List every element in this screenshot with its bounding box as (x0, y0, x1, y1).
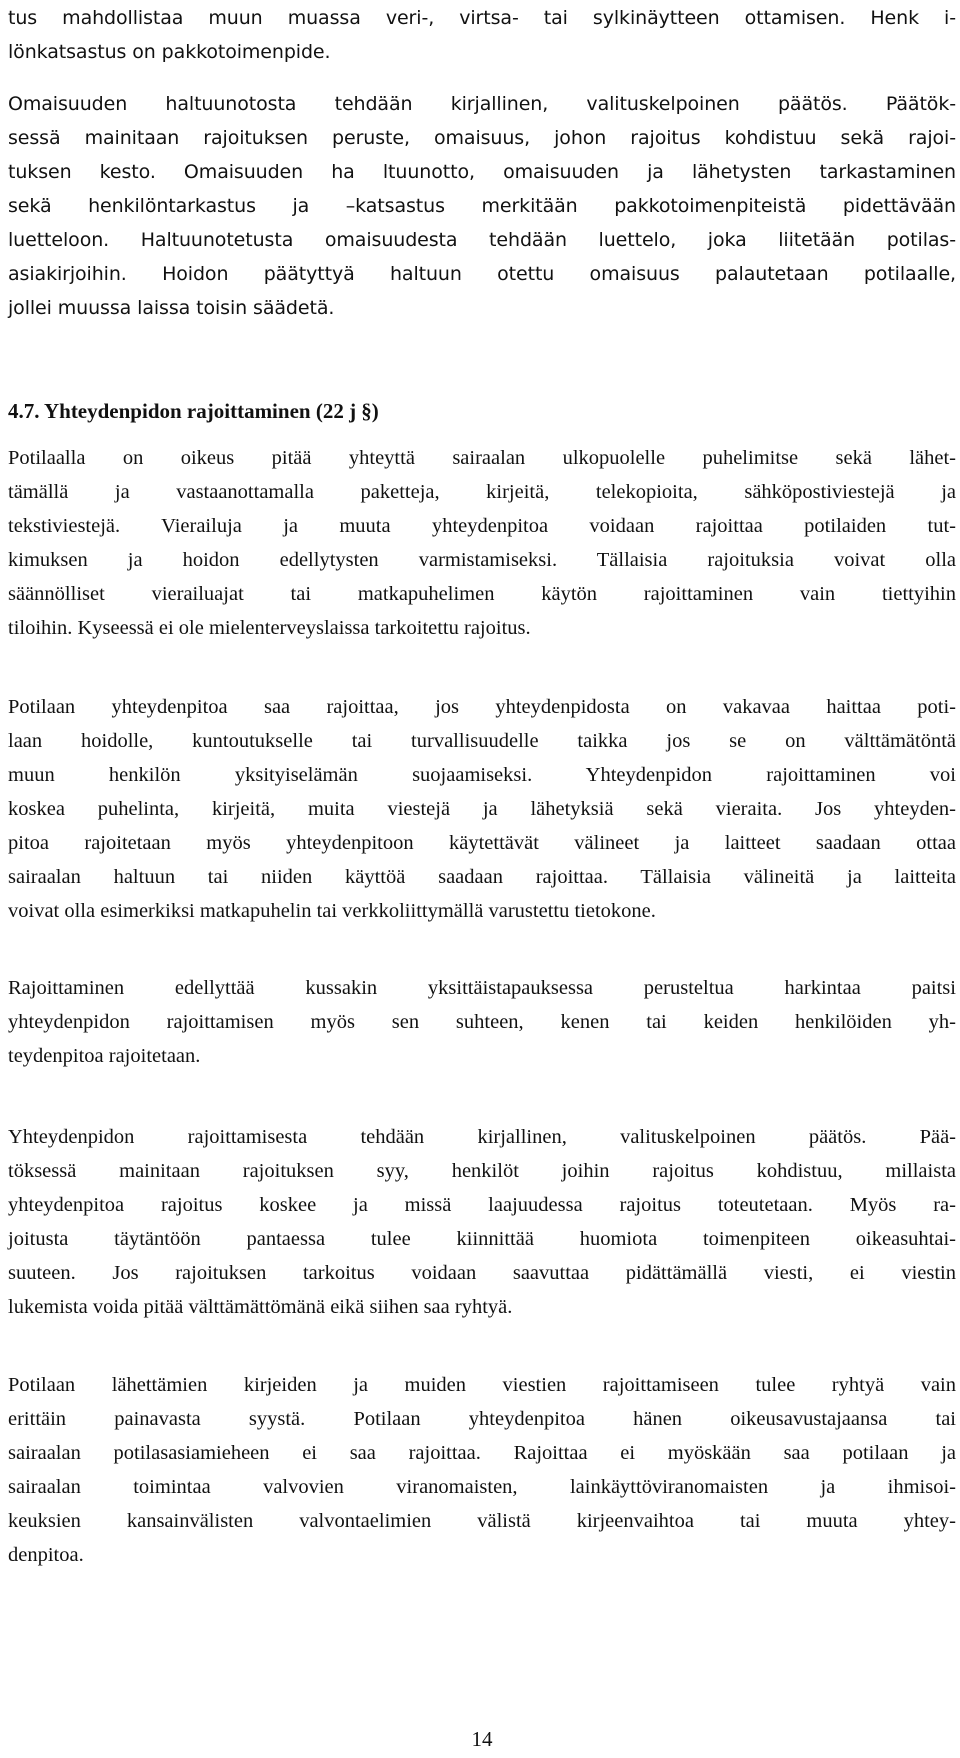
text-line: koskea puhelinta, kirjeitä, muita viestejä ja lähetyksiä sekä vieraita. Jos yhteyden- (8, 798, 956, 820)
text-line: tus mahdollistaa muun muassa veri-, virtsa- tai sylkinäytteen ottamisen. Henk i- (8, 7, 956, 29)
text-line: Omaisuuden haltuunotosta tehdään kirjallinen, valituskelpoinen päätös. Päätök- (8, 93, 956, 115)
contact-paragraph-2 (8, 690, 956, 928)
text-line: lönkatsastus on pakkotoimenpide. (8, 41, 331, 63)
text-line: suuteen. Jos rajoituksen tarkoitus voidaan saavuttaa pidättämällä viesti, ei viestin (8, 1262, 956, 1284)
contact-paragraph-4 (8, 1120, 956, 1324)
text-line: yhteydenpitoa rajoitus koskee ja missä laajuudessa rajoitus toteutetaan. Myös ra- (8, 1194, 956, 1216)
text-line: sairaalan haltuun tai niiden käyttöä saadaan rajoittaa. Tällaisia välineitä ja laitteita (8, 866, 956, 888)
text-line: säännölliset vierailuajat tai matkapuhelimen käytön rajoittaminen vain tiettyihin (8, 583, 956, 605)
contact-paragraph-3 (8, 971, 956, 1073)
contact-paragraph-1 (8, 441, 956, 645)
text-line: erittäin painavasta syystä. Potilaan yhteydenpitoa hänen oikeusavustajaansa tai (8, 1408, 956, 1430)
document-page (8, 0, 956, 1758)
property-paragraph (8, 87, 956, 325)
text-line: sairaalan toimintaa valvovien viranomaisten, lainkäyttöviranomaisten ja ihmisoi- (8, 1476, 956, 1498)
text-line: tiloihin. Kyseessä ei ole mielenterveyslaissa tarkoitettu rajoitus. (8, 617, 531, 639)
text-line: Potilaalla on oikeus pitää yhteyttä sairaalan ulkopuolelle puhelimitse sekä lähet- (8, 447, 956, 469)
text-line: sairaalan potilasasiamieheen ei saa rajoittaa. Rajoittaa ei myöskään saa potilaan ja (8, 1442, 956, 1464)
text-line: töksessä mainitaan rajoituksen syy, henkilöt joihin rajoitus kohdistuu, millaista (8, 1160, 956, 1182)
text-line: tämällä ja vastaanottamalla paketteja, kirjeitä, telekopioita, sähköpostiviestejä ja (8, 481, 956, 503)
intro-paragraph (8, 1, 956, 69)
text-line: jollei muussa laissa toisin säädetä. (8, 297, 335, 319)
text-line: Rajoittaminen edellyttää kussakin yksittäistapauksessa perusteltua harkintaa paitsi (8, 977, 956, 999)
text-line: tekstiviestejä. Vierailuja ja muuta yhteydenpitoa voidaan rajoittaa potilaiden tut- (8, 515, 956, 537)
text-line: sekä henkilöntarkastus ja –katsastus merkitään pakkotoimenpiteistä pidettävään (8, 195, 956, 217)
text-line: laan hoidolle, kuntoutukselle tai turvallisuudelle taikka jos se on välttämätöntä (8, 730, 956, 752)
text-line: lukemista voida pitää välttämättömänä eikä siihen saa ryhtyä. (8, 1296, 513, 1318)
text-line: pitoa rajoitetaan myös yhteydenpitoon käytettävät välineet ja laitteet saadaan ottaa (8, 832, 956, 854)
text-line: voivat olla esimerkiksi matkapuhelin tai verkkoliittymällä varustettu tietokone. (8, 900, 656, 922)
text-line: keuksien kansainvälisten valvontaelimien välistä kirjeenvaihtoa tai muuta yhtey- (8, 1510, 956, 1532)
text-line: denpitoa. (8, 1544, 84, 1566)
section-heading: 4.7. Yhteydenpidon rajoittaminen (22 j §) (8, 399, 379, 423)
text-line: luetteloon. Haltuunotetusta omaisuudesta tehdään luettelo, joka liitetään potilas- (8, 229, 956, 251)
text-line: Potilaan lähettämien kirjeiden ja muiden viestien rajoittamiseen tulee ryhtyä vain (8, 1374, 956, 1396)
text-line: teydenpitoa rajoitetaan. (8, 1045, 201, 1067)
text-line: asiakirjoihin. Hoidon päätyttyä haltuun otettu omaisuus palautetaan potilaalle, (8, 263, 956, 285)
text-line: Yhteydenpidon rajoittamisesta tehdään kirjallinen, valituskelpoinen päätös. Pää- (8, 1126, 956, 1148)
text-line: sessä mainitaan rajoituksen peruste, omaisuus, johon rajoitus kohdistuu sekä rajoi- (8, 127, 956, 149)
text-line: tuksen kesto. Omaisuuden ha ltuunotto, omaisuuden ja lähetysten tarkastaminen (8, 161, 956, 183)
text-line: yhteydenpidon rajoittamisen myös sen suhteen, kenen tai keiden henkilöiden yh- (8, 1011, 956, 1033)
text-line: joitusta täytäntöön pantaessa tulee kiinnittää huomiota toimenpiteen oikeasuhtai- (8, 1228, 956, 1250)
text-line: Potilaan yhteydenpitoa saa rajoittaa, jos yhteydenpidosta on vakavaa haittaa poti- (8, 696, 956, 718)
page-number: 14 (471, 1727, 493, 1751)
text-line: kimuksen ja hoidon edellytysten varmistamiseksi. Tällaisia rajoituksia voivat olla (8, 549, 956, 571)
text-line: muun henkilön yksityiselämän suojaamiseksi. Yhteydenpidon rajoittaminen voi (8, 764, 956, 786)
contact-paragraph-5 (8, 1368, 956, 1572)
